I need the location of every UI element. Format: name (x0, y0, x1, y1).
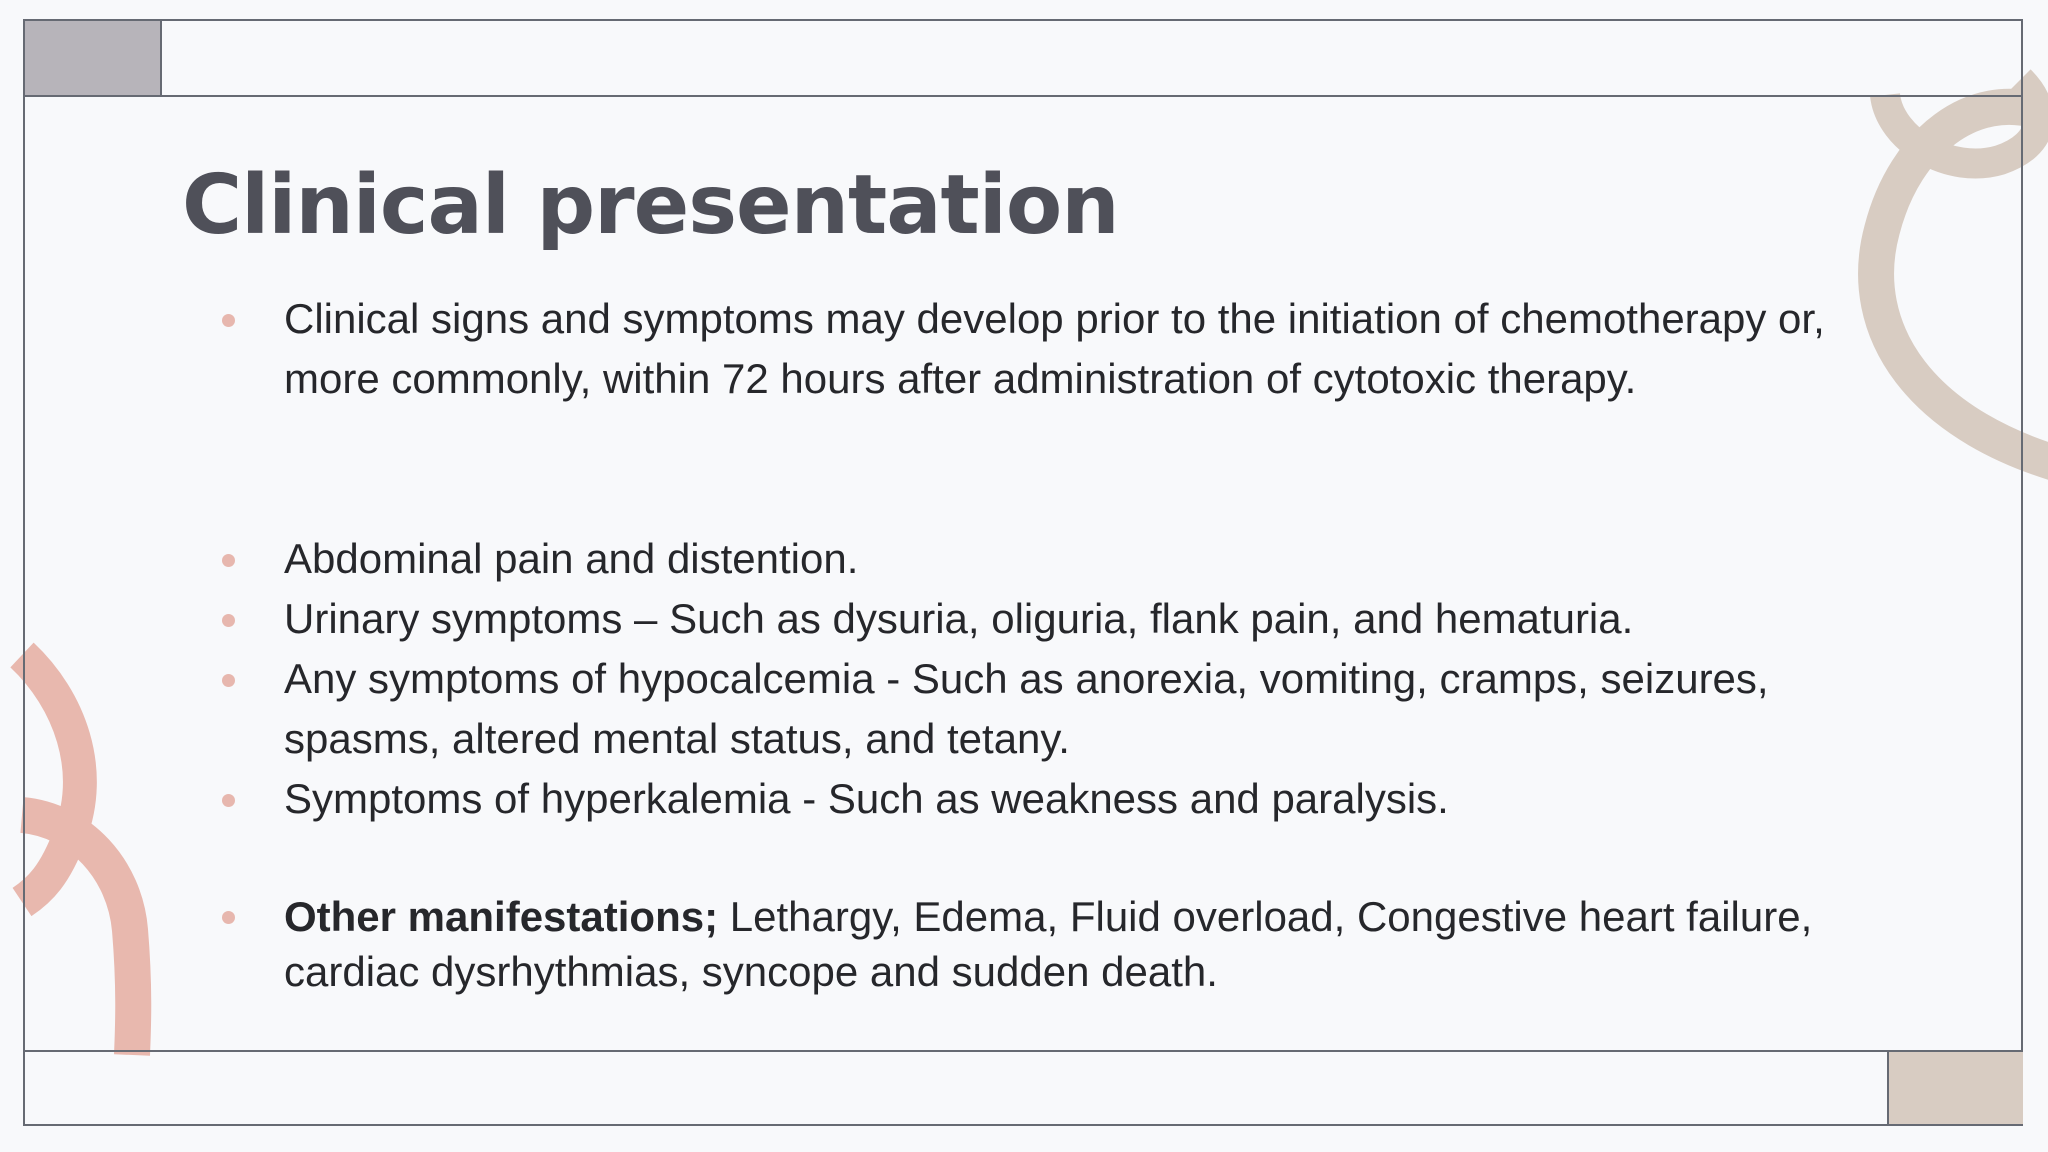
bullet-item-urinary (284, 589, 1844, 649)
slide-title: Clinical presentation (182, 158, 1119, 253)
bullet-lead: Other manifestations; (284, 893, 719, 940)
footer-divider (23, 1050, 2023, 1052)
bullet-dot (222, 614, 235, 627)
bullet-text: Symptoms of hyperkalemia - Such as weakness and paralysis. (284, 775, 1449, 822)
bullet-item-hyperkalemia (284, 769, 1844, 829)
bullet-item-abdominal (284, 529, 1844, 589)
corner-block-top-left (25, 21, 162, 95)
bullet-dot (222, 314, 235, 327)
bullet-dot (222, 674, 235, 687)
header-divider (23, 95, 2023, 97)
bullet-item-hypocalcemia (284, 649, 1844, 769)
bullet-item-other-manifestations (284, 889, 1844, 999)
bullet-text: Abdominal pain and distention. (284, 535, 859, 582)
bullet-text: Any symptoms of hypocalcemia - Such as anorexia, vomiting, cramps, seizures, spasms, altered mental status, and tetany. (284, 655, 1769, 762)
bullet-text: Clinical signs and symptoms may develop prior to the initiation of chemotherapy or, more commonly, within 72 hours after administration of cytotoxic therapy. (284, 295, 1825, 402)
corner-block-bottom-right (1887, 1052, 2023, 1124)
bullet-dot (222, 794, 235, 807)
bullet-item-onset (284, 289, 1844, 409)
bullet-text: Urinary symptoms – Such as dysuria, oliguria, flank pain, and hematuria. (284, 595, 1634, 642)
bullet-dot (222, 554, 235, 567)
bullet-text: Lethargy, Edema, Fluid overload, Congestive heart failure, cardiac dysrhythmias, syncope and sudden death. (284, 893, 1813, 995)
bullet-dot (222, 911, 235, 924)
